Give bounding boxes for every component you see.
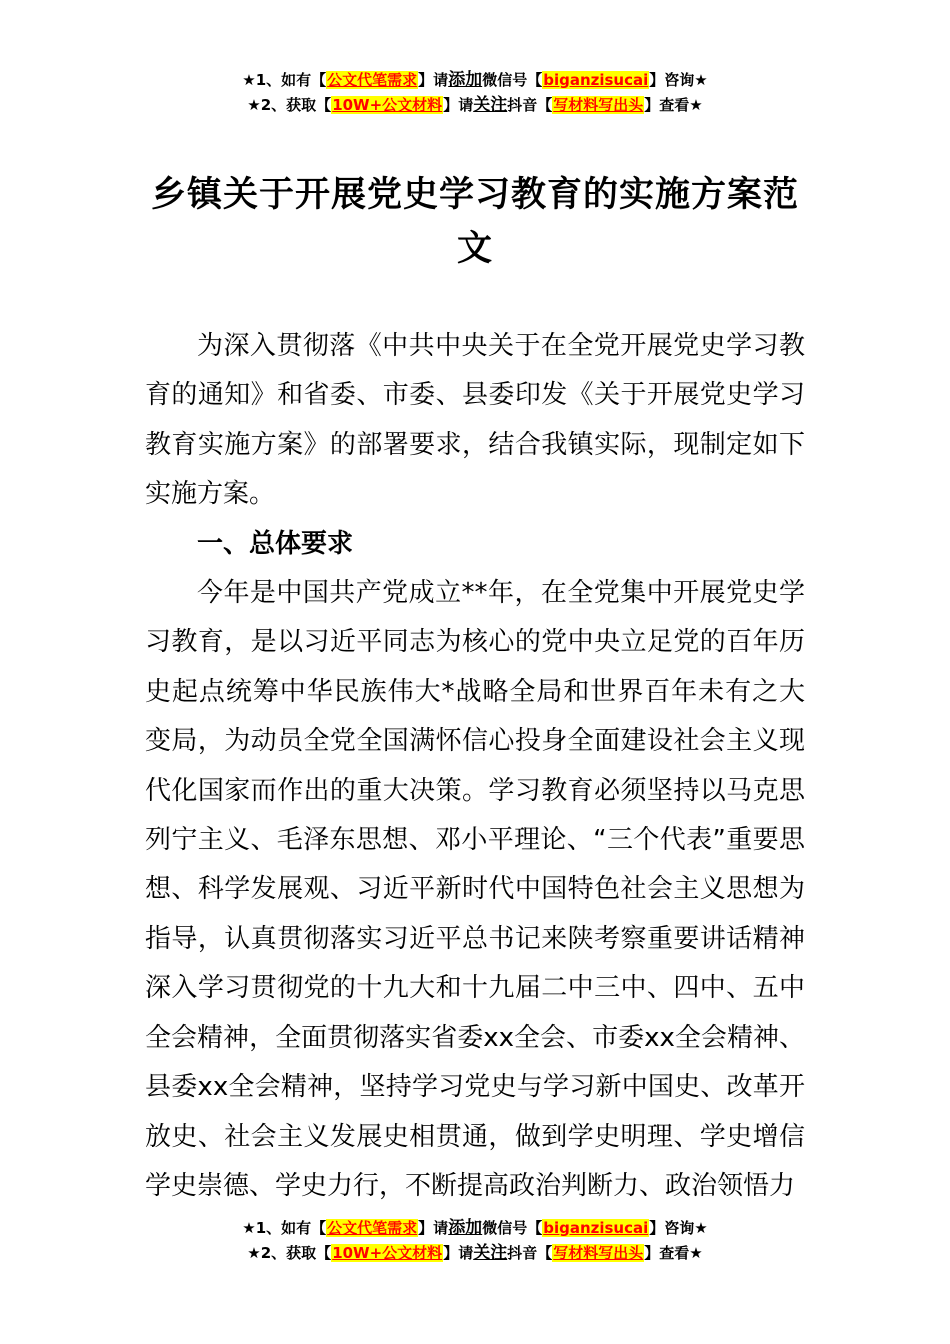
banner-line-1	[0, 68, 950, 93]
banner-highlight: biganzisucai	[543, 1219, 649, 1237]
banner-text: 】查看★	[644, 96, 703, 114]
banner-text: 】请	[443, 1244, 474, 1262]
banner-text: 微信号【	[482, 1219, 543, 1237]
banner-highlight: 10W+公文材料	[332, 1244, 443, 1262]
banner-highlight: 写材料写出头	[553, 96, 644, 114]
banner-highlight: 公文代笔需求	[327, 1219, 418, 1237]
banner-line-1	[0, 1216, 950, 1241]
banner-text: 】请	[418, 71, 449, 89]
body-paragraph: 今年是中国共产党成立**年，在全党集中开展党史学习教育，是以习近平同志为核心的党中央立足党的百年历史起点统筹中华民族伟大*战略全局和世界百年未有之大变局，为动员全党全国满怀信心投身全面建设社会主义现代化国家而作出的重大决策。学习教育必须坚持以马克思列宁主义、毛泽东思想、邓小平理论、“三个代表”重要思想、科学发展观、习近平新时代中国特色社会主义思想为指导，认真贯彻落实习近平总书记来陕考察重要讲话精神深入学习贯彻党的十九大和十九届二中三中、四中、五中全会精神，全面贯彻落实省委xx全会、市委xx全会精神、县委xx全会精神，坚持学习党史与学习新中国史、改革开放史、社会主义发展史相贯通，做到学史明理、学史增信学史崇德、学史力行，不断提高政治判断力、政治领悟力	[145, 578, 805, 1201]
banner-text: 微信号【	[482, 71, 543, 89]
banner-highlight: 写材料写出头	[553, 1244, 644, 1262]
banner-highlight: 10W+公文材料	[332, 96, 443, 114]
banner-highlight: 公文代笔需求	[327, 71, 418, 89]
banner-text: ★2、获取【	[247, 96, 332, 114]
document-body	[145, 322, 805, 1211]
banner-line-2	[0, 1241, 950, 1266]
header-banner	[0, 68, 950, 118]
banner-text: 】请	[418, 1219, 449, 1237]
footer-banner	[0, 1216, 950, 1266]
banner-text: 抖音【	[507, 96, 553, 114]
banner-highlight: biganzisucai	[543, 71, 649, 89]
banner-text: 】咨询★	[649, 71, 708, 89]
banner-text: 】咨询★	[649, 1219, 708, 1237]
banner-text: 抖音【	[507, 1244, 553, 1262]
banner-underlined-text: 添加	[448, 70, 483, 90]
intro-paragraph: 为深入贯彻落《中共中央关于在全党开展党史学习教育的通知》和省委、市委、县委印发《关于开展党史学习教育实施方案》的部署要求，结合我镇实际，现制定如下实施方案。	[145, 331, 805, 510]
section-heading: 一、总体要求	[197, 528, 354, 559]
banner-underlined-text: 关注	[473, 95, 508, 115]
banner-text: 】查看★	[644, 1244, 703, 1262]
banner-underlined-text: 关注	[473, 1243, 508, 1263]
document-title: 乡镇关于开展党史学习教育的实施方案范文	[150, 175, 799, 269]
banner-text: ★2、获取【	[247, 1244, 332, 1262]
banner-line-2	[0, 93, 950, 118]
banner-text: ★1、如有【	[242, 71, 327, 89]
banner-text: 】请	[443, 96, 474, 114]
banner-text: ★1、如有【	[242, 1219, 327, 1237]
banner-underlined-text: 添加	[448, 1218, 483, 1238]
